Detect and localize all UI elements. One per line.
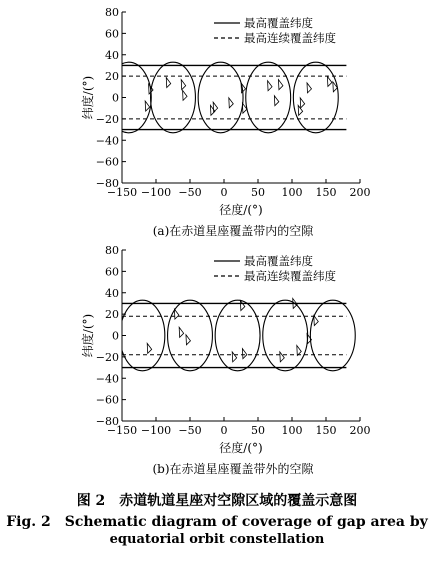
chart-1-legend-label: 最高连续覆盖纬度	[244, 269, 336, 283]
chart-0-gap-marker	[268, 81, 273, 91]
chart-0-y-tick-label: −40	[95, 134, 119, 148]
chart-0-gap-marker	[145, 101, 150, 111]
chart-0-y-tick-label: 20	[105, 70, 119, 84]
chart-panel-b	[0, 245, 434, 485]
chart-0-legend-label: 最高覆盖纬度	[244, 16, 313, 30]
figure-caption-en-line1: Fig. 2 Schematic diagram of coverage of gap area by	[6, 514, 428, 530]
chart-1-y-tick-label: 0	[112, 329, 119, 343]
chart-0-x-tick-label: 100	[281, 186, 303, 199]
chart-0-gap-marker	[229, 98, 234, 108]
chart-1-gap-marker	[314, 316, 319, 326]
chart-1-coverage-circle	[215, 300, 260, 371]
chart-1-y-tick-label: 40	[105, 286, 119, 300]
chart-0-y-tick-label: 0	[112, 91, 119, 105]
chart-0-y-tick-label: 60	[105, 27, 119, 41]
chart-0-gap-marker	[327, 76, 332, 86]
chart-0-coverage-circle	[246, 62, 291, 133]
chart-1-panel-caption: (b)在赤道星座覆盖带外的空隙	[152, 462, 314, 476]
chart-0-y-tick-label: 80	[105, 6, 119, 19]
chart-0-x-tick-label: 50	[251, 186, 265, 199]
chart-0-gap-marker	[274, 96, 279, 106]
chart-0-y-tick-label: −60	[95, 155, 119, 169]
chart-0-y-axis-label: 纬度/(°)	[81, 75, 95, 120]
chart-1-x-tick-label: −50	[178, 424, 202, 437]
chart-1-coverage-circle	[120, 300, 165, 371]
chart-1-gap-marker	[179, 327, 184, 337]
chart-0-gap-marker	[307, 83, 312, 93]
chart-1-gap-marker	[186, 335, 191, 345]
chart-0-panel-caption: (a)在赤道星座覆盖带内的空隙	[152, 224, 314, 238]
chart-1-plot-area	[120, 298, 355, 370]
chart-1-gap-marker	[297, 345, 302, 355]
chart-0-gap-marker	[213, 102, 218, 112]
chart-1-x-tick-label: 150	[315, 424, 337, 437]
figure-caption-cn: 图 2 赤道轨道星座对空隙区域的覆盖示意图	[76, 493, 358, 509]
chart-1-x-axis-label: 径度/(°)	[219, 441, 263, 455]
chart-1-x-tick-label: 200	[349, 424, 371, 437]
chart-1-gap-marker	[242, 349, 247, 359]
chart-b-svg	[0, 245, 434, 485]
chart-0-y-tick-label: 40	[105, 48, 119, 62]
chart-0-y-tick-label: −80	[95, 177, 119, 190]
chart-1-y-tick-label: −40	[95, 372, 119, 386]
chart-1-gap-marker	[280, 352, 285, 362]
chart-0-coverage-circle	[151, 62, 196, 133]
chart-1-coverage-circle	[310, 300, 355, 371]
chart-0-x-tick-label: −150	[106, 186, 138, 199]
chart-1-x-tick-label: 0	[220, 424, 228, 437]
chart-1-x-tick-label: −100	[140, 424, 172, 437]
chart-1-y-tick-label: −20	[95, 350, 119, 364]
figure-caption-en-line2: equatorial orbit constellation	[109, 532, 325, 547]
chart-0-x-tick-label: 150	[315, 186, 337, 199]
chart-0-gap-marker	[166, 78, 171, 88]
chart-0-legend-label: 最高连续覆盖纬度	[244, 31, 336, 45]
chart-0-plot-area	[106, 62, 346, 133]
chart-1-y-tick-label: 20	[105, 308, 119, 322]
chart-1-x-tick-label: −150	[106, 424, 138, 437]
chart-1-gap-marker	[174, 309, 179, 319]
chart-1-coverage-circle	[263, 300, 308, 371]
chart-1-x-tick-label: 100	[281, 424, 303, 437]
chart-0-coverage-circle	[198, 62, 243, 133]
chart-1-y-tick-label: 80	[105, 245, 119, 257]
chart-0-x-tick-label: −50	[178, 186, 202, 199]
chart-1-y-tick-label: −80	[95, 415, 119, 428]
chart-1-y-tick-label: −60	[95, 393, 119, 407]
chart-0-gap-marker	[181, 80, 186, 90]
chart-0-gap-marker	[210, 105, 215, 115]
chart-1-y-tick-label: 60	[105, 265, 119, 279]
chart-1-gap-marker	[232, 352, 237, 362]
chart-panel-a	[0, 0, 434, 245]
chart-0-y-tick-label: −20	[95, 112, 119, 126]
chart-0-x-axis-label: 径度/(°)	[219, 203, 263, 217]
chart-1-x-tick-label: 50	[251, 424, 265, 437]
chart-1-legend-label: 最高覆盖纬度	[244, 254, 313, 268]
chart-0-x-tick-label: −100	[140, 186, 172, 199]
chart-0-x-tick-label: 200	[349, 186, 371, 199]
chart-0-gap-marker	[278, 80, 283, 90]
chart-1-y-axis-label: 纬度/(°)	[81, 313, 95, 358]
chart-1-gap-marker	[147, 343, 152, 353]
chart-0-gap-marker	[183, 90, 188, 100]
chart-0-x-tick-label: 0	[220, 186, 228, 199]
chart-a-svg	[0, 0, 434, 245]
chart-0-gap-marker	[300, 98, 305, 108]
